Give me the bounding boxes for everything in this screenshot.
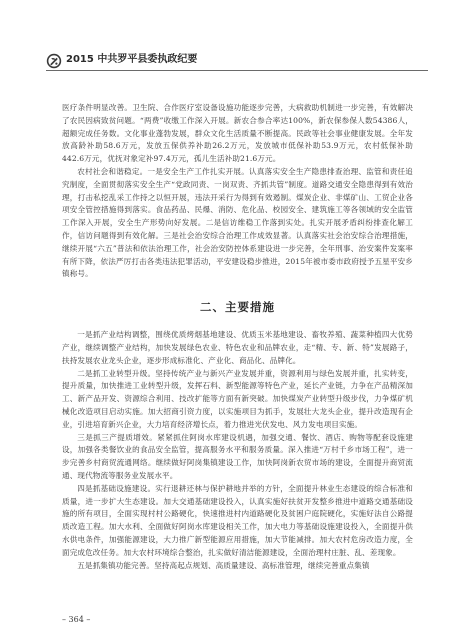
page-number: – 364 – bbox=[62, 615, 91, 624]
paragraph: 农村社会和谐稳定。一是安全生产工作扎实开展。认真落实安全生产隐患排查治理、监管和责任追究制度，全面贯彻落实安全生产“党政同责、一岗双责、齐抓共管”制度。道路交通安全隐患得到有效治理，打击私挖乱采工作持之以恒开展，违法开采行为得到有效遏制。煤炭企业、非煤矿山、工贸企业各项安全管控措施得到落实。食品药品、民爆、消防、危化品、校园安全、建筑施工等各领域的安全监管工作深入开展，安全生产形势向好发展。二是信访维稳工作落到实处。扎实开展矛盾纠纷排查化解工作，信访问题得到有效化解。三是社会治安综合治理工作成效显著。认真落实社会治安综合治理措施，继续开展“六五”普法和依法治理工作，社会治安防控体系建设进一步完善，全年刑事、治安案件发案率有所下降，依法严厉打击各类违法犯罪活动，平安建设稳步推进，2015年被市委市政府授予五星平安乡镇称号。 bbox=[62, 166, 413, 279]
section-heading: 二、主要措施 bbox=[200, 300, 275, 315]
paragraph: 二是抓工业转型升级。坚持传统产业与新兴产业发展并重，资源利用与绿色发展并重，扎实转变，提升质量，加快推进工业转型升级，发挥石料、新型能源等特色产业，延长产业链，力争在产品精深加工、新产品开发、资源综合利用、技改扩能等方面有新突破。加快煤炭产业转型升级步伐，力争煤矿机械化改造项目启动实施。加大招商引资力度，以实施项目为抓手，发展壮大龙头企业，提升改造现有企业，引进培育新兴企业，大力培育经济增长点，着力推进光伏发电、风力发电项目实施。 bbox=[62, 368, 413, 429]
paragraph: 五是抓集镇功能完善。坚持高起点规划、高质量建设、高标准管理，继续完善重点集镇 bbox=[77, 560, 370, 570]
header-title: 2015 中共罗平县委执政纪要 bbox=[66, 54, 198, 65]
paragraph: 三是抓三产提质增效。紧紧抓住阿岗水库建设机遇，加强交通、餐饮、酒店、购物等配套设施建设，加强各类餐饮业的食品安全监管，提高服务水平和服务质量。深入推进“万村千乡市场工程”，进一步完善乡村商贸流通网络。继续做好阿岗集镇建设工作，加快阿岗新农贸市场的建设，全面提升商贸流通、现代物流等服务业发展水平。 bbox=[62, 432, 413, 480]
paragraph: 四是抓基础设施建设。实行退耕还林与保护耕地并举的方针，全面提升林业生态建设的综合标准和质量，进一步扩大生态建设。加大交通基础建设投入，认真实施好扶贫开发整乡推进中道路交通基础设施的所有项目，全面实现村村公路硬化，快速推进村内道路硬化及贫困户庭院硬化，实施好法自公路提质改造工程。加大水利、全面做好阿岗水库建设相关工作，加大电力等基础设施建设投入，全面提升供水供电条件，加强能源建设，大力推广新型能源应用措施，加大节能减排。加大农村危房改造力度，全面完成危改任务。加大农村环境综合整治，扎实做好清洁能源建设，全面治理村庄脏、乱、差现象。 bbox=[62, 483, 413, 557]
body-text bbox=[62, 102, 413, 572]
paragraph: 医疗条件明显改善。卫生院、合作医疗室设备设施功能逐步完善，大病救助机制进一步完善，有效解决了农民因病致贫问题。“两费”收缴工作深入开展。新农合参合率达100%，新农保参保人数54386人，超额完成任务数。文化事业蓬勃发展，群众文化生活质量不断提高。民政等社会事业健康发展。全年发放高龄补助58.6万元，发放五保供养补助26.2万元，发放城市低保补助53.9万元，农村低保补助442.6万元，优抚对象定补97.4万元，孤儿生活补助21.6万元。 bbox=[62, 103, 413, 164]
paragraph: 一是抓产业结构调整，围绕优质烤烟基地建设、优质玉米基地建设、畜牧养殖、蔬菜种植四大优势产业，继续调整产业结构，加快发展绿色农业、特色农业和品牌农业，走“精、专、新、特”发展路子，扶持发展农业龙头企业，逐步形成标准化、产业化、商品化、品牌化。 bbox=[62, 330, 413, 365]
party-emblem-icon bbox=[46, 53, 62, 69]
header-divider bbox=[46, 70, 428, 71]
running-header bbox=[46, 52, 428, 74]
